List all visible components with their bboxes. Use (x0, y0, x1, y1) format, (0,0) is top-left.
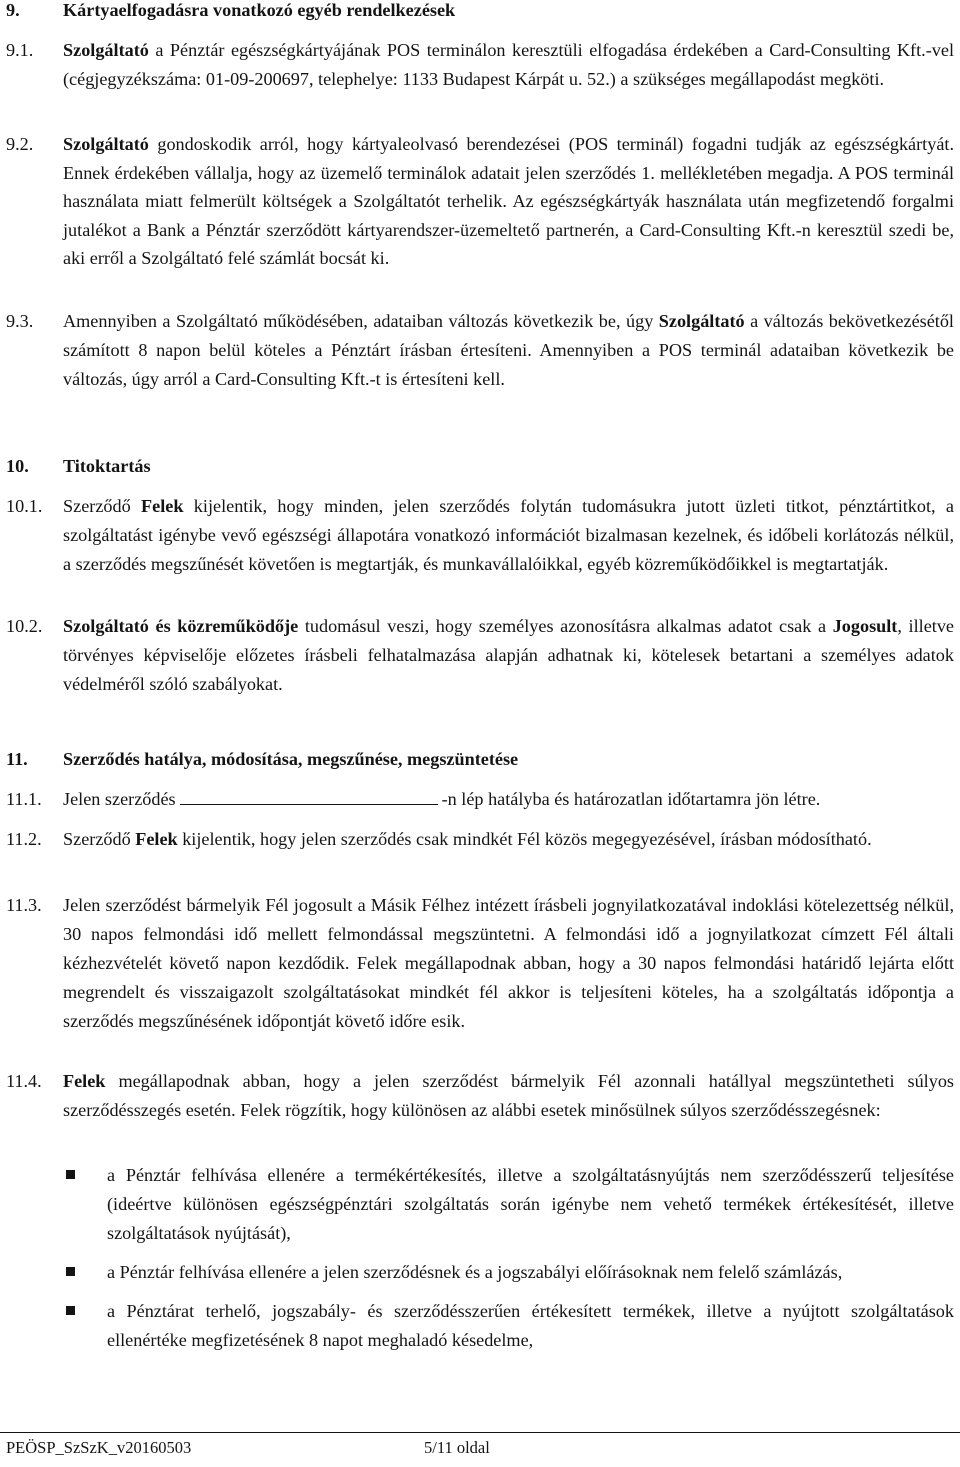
paragraph-text: gondoskodik arról, hogy kártyaleolvasó berendezései (POS terminál) fogadni tudják az egészségkártyát. Ennek érdekében vállalja, hogy az üzemelő terminálok adatait jelen szerződés 1. mellékletében megadja. A POS terminál használata miatt felmerült költségek a Szolgáltatót terhelik. Az egészségkártyák használata után megfizetendő forgalmi jutalékot a Bank a Pénztár szerződött kártyarendszer-üzemeltető partnerén, a Card-Consulting Kft.-n keresztül szedi be, aki erről a Szolgáltató felé számlát bocsát ki. (63, 134, 954, 268)
paragraph-text-post: , illetve törvényes képviselője előzetes írásbeli felhatalmazása alapján adhatnak ki, kötelesek betartani a személyes adatok védelméről szóló szabályokat. (63, 616, 955, 694)
breach-list (63, 1161, 954, 1355)
paragraph-text-post: kijelentik, hogy minden, jelen szerződés folytán tudomásukra jutott üzleti titkot, pénztártitkot, a szolgáltatást igénybe vevő egészségi állapotára vonatkozó információt bizalmasan kezelnek, és időbeli korlátozás nélkül, a szerződés megszűnését követően is megtartják, és munkavállalóikkal, egyéb közreműködőikkel is megtartatják. (63, 496, 954, 574)
date-blank-line (180, 787, 438, 805)
paragraph-text-mid: tudomásul veszi, hogy személyes azonosításra alkalmas adatot csak a (298, 616, 833, 636)
paragraph-11-2 (6, 825, 954, 854)
paragraph-text-post: kijelentik, hogy jelen szerződés csak mindkét Fél közös megegyezésével, írásban módosítható. (177, 829, 872, 849)
paragraph-text-pre: Jelen szerződés (63, 789, 176, 809)
bold-term: Felek (135, 829, 178, 849)
list-item (63, 1297, 954, 1355)
paragraph-number: 11.3. (6, 895, 42, 915)
section-number: 9. (6, 0, 20, 20)
paragraph-number: 11.2. (6, 829, 42, 849)
bold-term: Felek (141, 496, 184, 516)
section-11-heading (6, 745, 954, 774)
bold-term: Szolgáltató (658, 311, 745, 331)
paragraph-10-2 (6, 612, 954, 699)
paragraph-number: 10.2. (6, 616, 43, 636)
section-10-heading (6, 452, 954, 481)
paragraph-number: 9.2. (6, 134, 34, 154)
list-item (63, 1161, 954, 1248)
square-bullet-icon (66, 1170, 75, 1179)
list-item-text: a Pénztár felhívása ellenére a termékértékesítés, illetve a szolgáltatásnyújtás nem szerződésszerű teljesítése (ideértve különösen egészségpénztári szolgáltatás során igénybe nem vehető termékek értékesítését, illetve szolgáltatások nyújtását), (107, 1165, 954, 1243)
bold-term: Szolgáltató (63, 40, 149, 60)
paragraph-9-2 (6, 130, 954, 273)
paragraph-number: 11.1. (6, 789, 42, 809)
document-code: PEÖSP_SzSzK_v20160503 (6, 1438, 192, 1457)
list-item-text: a Pénztár felhívása ellenére a jelen szerződésnek és a jogszabályi előírásoknak nem felelő számlázás, (107, 1262, 843, 1282)
list-item (63, 1258, 954, 1287)
paragraph-text: a Pénztár egészségkártyájának POS terminálon keresztüli elfogadása érdekében a Card-Consulting Kft.-vel (cégjegyzékszáma: 01-09-200697, telephelye: 1133 Budapest Kárpát u. 52.) a szükséges megállapodást megköti. (63, 40, 954, 89)
section-title: Kártyaelfogadásra vonatkozó egyéb rendelkezések (63, 0, 456, 20)
bold-term-2: Jogosult (832, 616, 898, 636)
paragraph-number: 9.1. (6, 40, 34, 60)
section-number: 11. (6, 749, 28, 769)
section-9-heading (6, 0, 954, 25)
paragraph-text-pre: Amennyiben a Szolgáltató működésében, adataiban változás következik be, úgy (63, 311, 659, 331)
paragraph-11-3 (6, 891, 954, 1036)
square-bullet-icon (66, 1306, 75, 1315)
page-number: 5/11 oldal (424, 1438, 490, 1457)
paragraph-text-post: -n lép hatályba és határozatlan időtartamra jön létre. (441, 789, 821, 809)
paragraph-text-pre: Szerződő (63, 829, 136, 849)
bold-term: Felek (63, 1071, 106, 1091)
paragraph-number: 11.4. (6, 1071, 42, 1091)
section-title: Titoktartás (63, 456, 151, 476)
paragraph-text-pre: Szerződő (63, 496, 142, 516)
bold-term: Szolgáltató és közreműködője (63, 616, 299, 636)
paragraph-number: 9.3. (6, 311, 34, 331)
section-title: Szerződés hatálya, módosítása, megszűnése, megszüntetése (63, 749, 519, 769)
bold-term: Szolgáltató (63, 134, 149, 154)
square-bullet-icon (66, 1267, 75, 1276)
footer-divider (0, 1432, 960, 1433)
list-item-text: a Pénztárat terhelő, jogszabály- és szerződésszerűen értékesített termékek, illetve a nyújtott szolgáltatások ellenértéke megfizetésének 8 napot meghaladó késedelme, (107, 1301, 954, 1350)
paragraph-9-3 (6, 307, 954, 394)
section-number: 10. (6, 456, 29, 476)
paragraph-11-1 (6, 785, 954, 814)
paragraph-11-4 (6, 1067, 954, 1125)
paragraph-10-1 (6, 492, 954, 579)
paragraph-9-1 (6, 36, 954, 93)
paragraph-text: Jelen szerződést bármelyik Fél jogosult a Másik Félhez intézett írásbeli jognyilatkozatával indoklási kötelezettség nélkül, 30 napos felmondási idő mellett felmondással megszüntetni. A felmondási idő a jognyilatkozat címzett Fél általi kézhezvételét követő napon kezdődik. Felek megállapodnak abban, hogy a 30 napos felmondási határidő lejárta előtt megrendelt és visszaigazolt szolgáltatásokat mindkét fél akkor is teljesíteni köteles, ha a szolgáltatás időpontja a szerződés megszűnésének időpontját követő időre esik. (63, 895, 954, 1031)
paragraph-number: 10.1. (6, 496, 43, 516)
paragraph-text-post: megállapodnak abban, hogy a jelen szerződést bármelyik Fél azonnali hatállyal megszüntetheti súlyos szerződésszegés esetén. Felek rögzítik, hogy különösen az alábbi esetek minősülnek súlyos szerződésszegésnek: (63, 1071, 954, 1120)
paragraph-text-post: a változás bekövetkezésétől számított 8 napon belül köteles a Pénztárt írásban értesíteni. Amennyiben a POS terminál adataiban következik be változás, úgy arról a Card-Consulting Kft.-t is értesíteni kell. (63, 311, 954, 389)
